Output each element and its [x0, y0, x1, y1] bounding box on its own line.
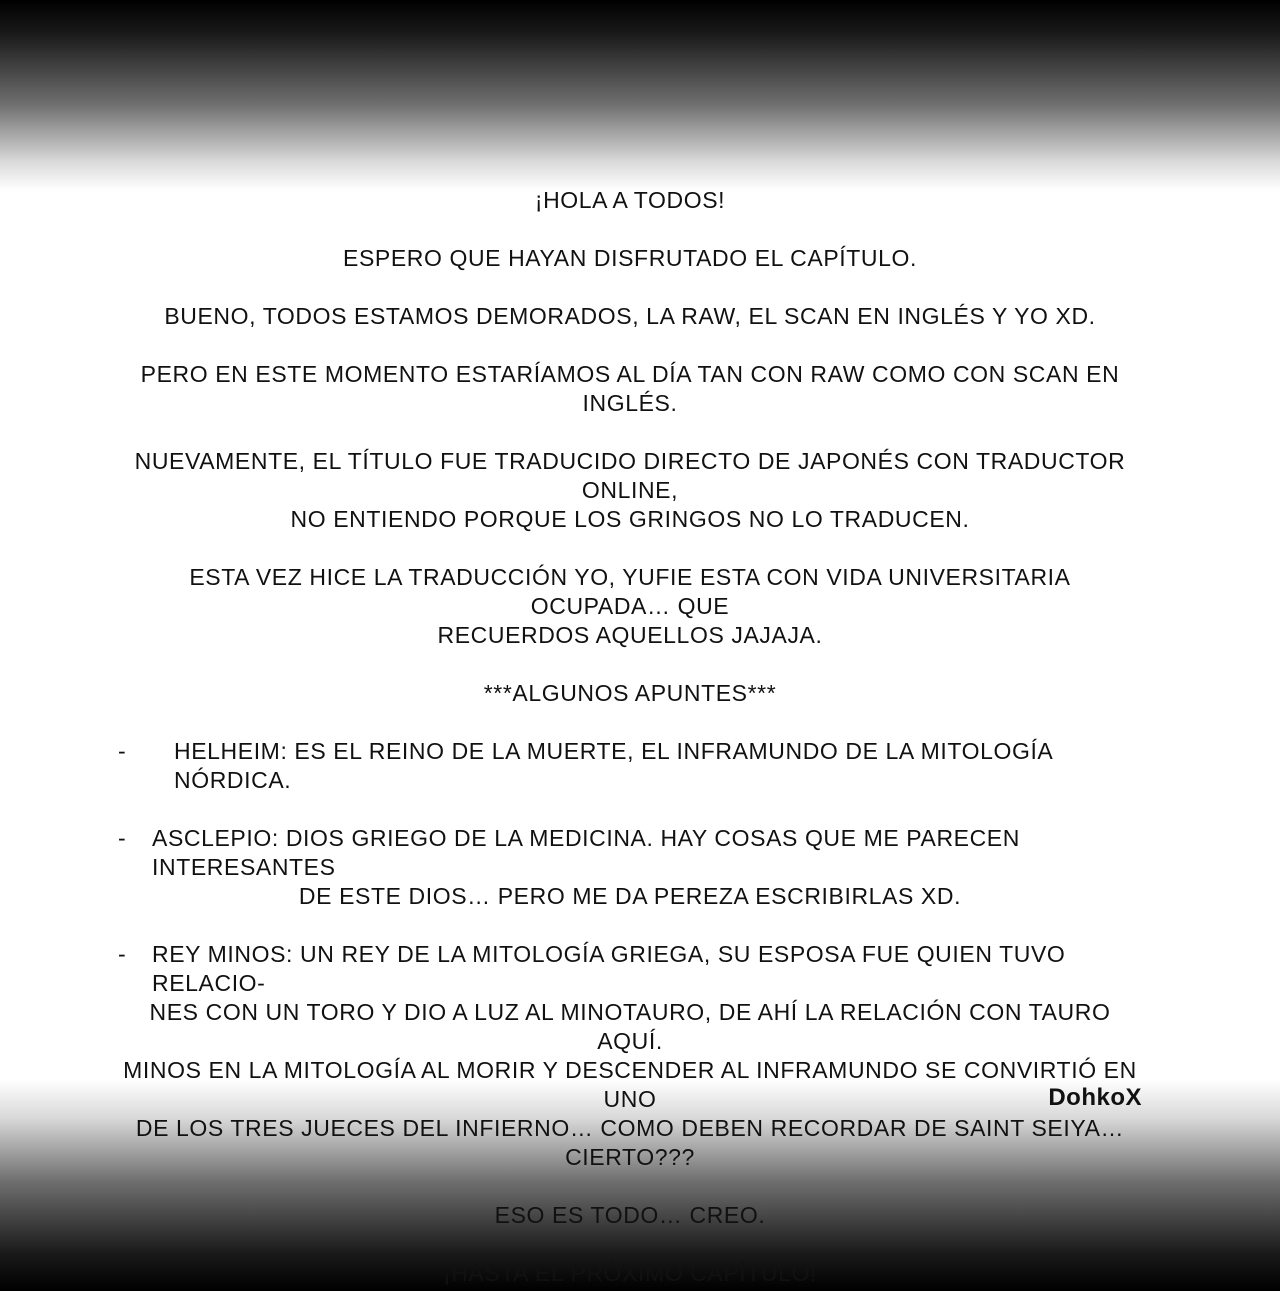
paragraph-up-to-date: PERO EN ESTE MOMENTO ESTARÍAMOS AL DÍA TAN CON RAW COMO CON SCAN EN INGLÉS. — [140, 361, 1120, 416]
translator-note — [118, 186, 1142, 1288]
farewell-line: ¡HASTA EL PRÓXIMO CAPÍTULO! — [442, 1260, 818, 1286]
note-item-helheim-text: HELHEIM: ES EL REINO DE LA MUERTE, EL INFRAMUNDO DE LA MITOLOGÍA NÓRDICA. — [174, 738, 1053, 793]
paragraph-enjoyed: ESPERO QUE HAYAN DISFRUTADO EL CAPÍTULO. — [343, 245, 917, 271]
note-item-helheim — [118, 737, 1142, 795]
note-item-minos-line-4: DE LOS TRES JUECES DEL INFIERNO… COMO DEBEN RECORDAR DE SAINT SEIYA… — [135, 1115, 1125, 1141]
note-item-asclepio — [118, 824, 1142, 911]
note-item-minos-line-2: NES CON UN TORO Y DIO A LUZ AL MINOTAURO, DE AHÍ LA RELACIÓN CON TAURO AQUÍ. — [149, 999, 1111, 1054]
paragraph-title-line-1: NUEVAMENTE, EL TÍTULO FUE TRADUCIDO DIRECTO DE JAPONÉS CON TRADUCTOR ONLINE, — [134, 448, 1126, 503]
paragraph-translation-line-2: RECUERDOS AQUELLOS JAJAJA. — [437, 622, 823, 648]
bullet-dash: - — [118, 941, 127, 967]
bullet-dash: - — [118, 738, 127, 764]
note-item-minos-line-3: MINOS EN LA MITOLOGÍA AL MORIR Y DESCENDER AL INFRAMUNDO SE CONVIRTIÓ EN UNO — [123, 1057, 1137, 1112]
greeting: ¡HOLA A TODOS! — [534, 187, 726, 213]
note-item-minos-line-1: REY MINOS: UN REY DE LA MITOLOGÍA GRIEGA, SU ESPOSA FUE QUIEN TUVO RELACIO- — [152, 941, 1066, 996]
bullet-dash: - — [118, 825, 127, 851]
top-dark-gradient — [0, 0, 1280, 190]
paragraph-title-line-2: NO ENTIENDO PORQUE LOS GRINGOS NO LO TRADUCEN. — [290, 506, 970, 532]
signature: DohkoX — [1048, 1084, 1142, 1111]
notes-heading: ***ALGUNOS APUNTES*** — [483, 680, 777, 706]
paragraph-translation-line-1: ESTA VEZ HICE LA TRADUCCIÓN YO, YUFIE ESTA CON VIDA UNIVERSITARIA OCUPADA… QUE — [189, 564, 1071, 619]
closing-line: ESO ES TODO… CREO. — [494, 1202, 766, 1228]
note-item-minos-line-5: CIERTO??? — [565, 1144, 695, 1170]
note-item-asclepio-line-1: ASCLEPIO: DIOS GRIEGO DE LA MEDICINA. HAY COSAS QUE ME PARECEN INTERESANTES — [152, 825, 1020, 880]
note-item-asclepio-line-2: DE ESTE DIOS… PERO ME DA PEREZA ESCRIBIRLAS XD. — [298, 883, 962, 909]
paragraph-delayed: BUENO, TODOS ESTAMOS DEMORADOS, LA RAW, EL SCAN EN INGLÉS Y YO XD. — [164, 303, 1096, 329]
note-item-minos — [118, 940, 1142, 1172]
